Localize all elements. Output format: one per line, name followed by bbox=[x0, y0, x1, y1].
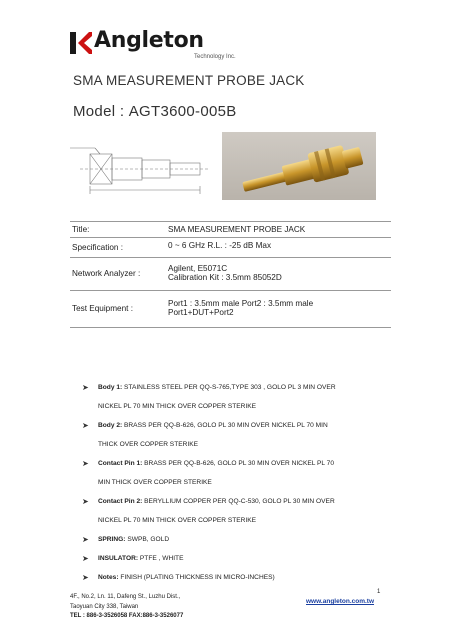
list-item bbox=[82, 530, 402, 549]
spec-value bbox=[166, 222, 391, 238]
list-item bbox=[82, 492, 402, 530]
address-line: Taoyuan City 338, Taiwan bbox=[70, 603, 139, 610]
list-item bbox=[82, 416, 402, 454]
spec-value-line: Port1+DUT+Port2 bbox=[168, 308, 234, 317]
spec-value bbox=[166, 258, 391, 291]
contact-phone-fax: TEL : 886-3-3526058 FAX:886-3-3526077 bbox=[70, 613, 184, 619]
logo-wordmark: Angleton bbox=[94, 28, 204, 53]
material-text: BERYLLIUM COPPER PER QQ-C-530, GOLO PL 30 MIN OVER bbox=[142, 498, 335, 505]
material-key: Contact Pin 1: bbox=[98, 460, 143, 467]
material-text-cont: NICKEL PL 70 MIN THICK OVER COPPER STERIKE bbox=[98, 517, 257, 524]
spec-value-line: Agilent, E5071C bbox=[168, 264, 228, 273]
probe-jack-image bbox=[222, 132, 376, 200]
list-item bbox=[82, 378, 402, 416]
spec-label: Test Equipment : bbox=[70, 291, 166, 328]
material-key: INSULATOR: bbox=[98, 555, 139, 562]
list-item bbox=[82, 454, 402, 492]
spec-value-line: Calibration Kit : 3.5mm 85052D bbox=[168, 273, 282, 282]
spec-row bbox=[70, 258, 391, 291]
arrow-bullet-icon: ➤ bbox=[82, 573, 89, 582]
spec-value-line: SMA MEASUREMENT PROBE JACK bbox=[168, 225, 306, 234]
materials-list bbox=[82, 378, 402, 587]
company-logo bbox=[70, 30, 240, 64]
spec-table bbox=[70, 221, 391, 328]
arrow-bullet-icon: ➤ bbox=[82, 554, 89, 563]
spec-label: Specification : bbox=[70, 238, 166, 258]
arrow-bullet-icon: ➤ bbox=[82, 535, 89, 544]
material-key: SPRING: bbox=[98, 536, 126, 543]
arrow-bullet-icon: ➤ bbox=[82, 459, 89, 468]
material-key: Body 1: bbox=[98, 384, 123, 391]
material-text-cont: MIN THICK OVER COPPER STERIKE bbox=[98, 479, 212, 486]
technical-drawing bbox=[70, 140, 215, 200]
address-line: 4F., No.2, Ln. 11, Dafeng St., Luzhu Dist., bbox=[70, 594, 181, 600]
arrow-bullet-icon: ➤ bbox=[82, 383, 89, 392]
spec-value bbox=[166, 238, 391, 258]
material-text: SWPB, GOLD bbox=[125, 536, 170, 543]
material-text: PTFE , WHITE bbox=[138, 555, 184, 562]
spec-row bbox=[70, 222, 391, 238]
material-text-cont: THICK OVER COPPER STERIKE bbox=[98, 441, 199, 448]
spec-value-line: 0 ~ 6 GHz R.L. : -25 dB Max bbox=[168, 241, 272, 250]
angleton-logo-icon bbox=[70, 32, 92, 54]
spec-row bbox=[70, 291, 391, 328]
material-text: FINISH (PLATING THICKNESS IN MICRO-INCHES) bbox=[118, 574, 275, 581]
material-text-cont: NICKEL PL 70 MIN THICK OVER COPPER STERIKE bbox=[98, 403, 257, 410]
logo-subtitle: Technology Inc. bbox=[194, 54, 236, 60]
list-item bbox=[82, 568, 402, 587]
website-link[interactable]: www.angleton.com.tw bbox=[306, 598, 375, 605]
model-number: Model : AGT3600-005B bbox=[73, 103, 237, 120]
material-text: STAINLESS STEEL PER QQ-S-765,TYPE 303 , GOLO PL 3 MIN OVER bbox=[122, 384, 336, 391]
spec-label: Title: bbox=[70, 222, 166, 238]
spec-label: Network Analyzer : bbox=[70, 258, 166, 291]
page-number: 1 bbox=[377, 589, 381, 595]
spec-value-line: Port1 : 3.5mm male Port2 : 3.5mm male bbox=[168, 299, 314, 308]
arrow-bullet-icon: ➤ bbox=[82, 421, 89, 430]
material-text: BRASS PER QQ-B-626, GOLO PL 30 MIN OVER NICKEL PL 70 MIN bbox=[122, 422, 328, 429]
arrow-bullet-icon: ➤ bbox=[82, 497, 89, 506]
footer-address bbox=[70, 593, 183, 622]
product-photo bbox=[222, 132, 376, 200]
spec-value bbox=[166, 291, 391, 328]
spec-row bbox=[70, 238, 391, 258]
material-key: Contact Pin 2: bbox=[98, 498, 143, 505]
product-title: SMA MEASUREMENT PROBE JACK bbox=[73, 73, 305, 88]
material-key: Body 2: bbox=[98, 422, 123, 429]
list-item bbox=[82, 549, 402, 568]
material-text: BRASS PER QQ-B-626, GOLO PL 30 MIN OVER NICKEL PL 70 bbox=[142, 460, 334, 467]
material-key: Notes: bbox=[98, 574, 119, 581]
